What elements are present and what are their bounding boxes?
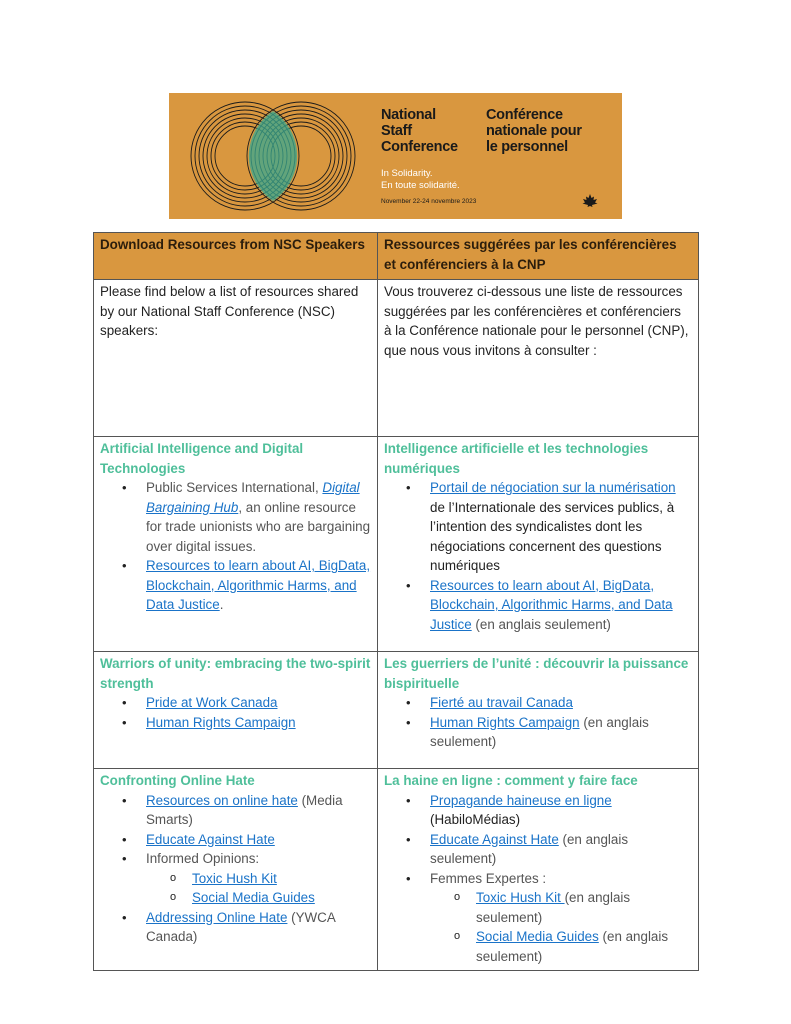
two-spirit-title-en: Warriors of unity: embracing the two-spirit strength (100, 656, 371, 691)
header-fr: Ressources suggérées par les conférencières et conférenciers à la CNP (378, 233, 699, 280)
two-spirit-en-cell (94, 652, 378, 769)
pride-at-work-link[interactable]: Pride at Work Canada (146, 695, 278, 710)
social-media-guides-link-fr[interactable]: Social Media Guides (476, 929, 599, 944)
list-item: • Femmes Expertes : o Toxic Hush Kit (en anglais seulement) o Social Media Guides (en anglais seulement) (430, 869, 692, 967)
banner-tagline: In Solidarity. En toute solidarité. (381, 168, 460, 191)
ai-title-en: Artificial Intelligence and Digital Technologies (100, 441, 304, 476)
online-hate-en-list (100, 791, 371, 947)
ai-fr-list (384, 478, 692, 634)
list-item: • Human Rights Campaign (en anglais seulement) (430, 713, 692, 752)
educate-against-hate-link-en[interactable]: Educate Against Hate (146, 831, 275, 847)
list-item: • Educate Against Hate (en anglais seulement) (430, 830, 692, 869)
portail-negociation-link[interactable]: Portail de négociation sur la numérisation (430, 480, 676, 495)
resources-online-hate-link[interactable]: Resources on online hate (146, 792, 298, 808)
ai-title-fr: Intelligence artificielle et les technologies numériques (384, 441, 649, 476)
addressing-online-hate-link[interactable]: Addressing Online Hate (146, 909, 288, 925)
list-item: • Propagande haineuse en ligne (HabiloMédias) (430, 791, 692, 830)
fierte-au-travail-link[interactable]: Fierté au travail Canada (430, 695, 573, 710)
list-item (192, 869, 371, 889)
online-hate-fr-list (384, 791, 692, 967)
ai-en-cell (94, 437, 378, 652)
list-item (146, 713, 371, 733)
list-item: • Addressing Online Hate (YWCA Canada) (146, 908, 371, 947)
toxic-hush-kit-link-en[interactable]: Toxic Hush Kit (192, 870, 277, 886)
social-media-guides-link-en[interactable]: Social Media Guides (192, 890, 315, 905)
femmes-expertes-sublist (430, 888, 692, 966)
ai-resources-link-fr[interactable]: Resources to learn about AI, BigData, Blockchain, Algorithmic Harms, and Data Justice (430, 577, 673, 632)
list-item: • Public Services International, Digital Bargaining Hub, an online resource for trade unionists who are bargaining over digital issues. (146, 478, 371, 556)
two-spirit-fr-list (384, 693, 692, 752)
banner-dates: November 22-24 novembre 2023 (381, 198, 477, 205)
banner-title-fr: Conférence nationale pour le personnel (486, 107, 582, 155)
intro-en: Please find below a list of resources shared by our National Staff Conference (NSC) speakers: (94, 280, 378, 437)
two-spirit-fr-cell (378, 652, 699, 769)
intro-fr: Vous trouverez ci-dessous une liste de ressources suggérées par les conférencières et conférenciers à la Conférence nationale pour le personnel (CNP), que nous vous invitons à consulter : (378, 280, 699, 437)
list-item: • Resources to learn about AI, BigData, Blockchain, Algorithmic Harms, and Data Justice (en anglais seulement) (430, 576, 692, 635)
maple-leaf-icon (581, 193, 599, 209)
list-item (146, 830, 371, 850)
informed-opinions-sublist (146, 869, 371, 908)
ai-section-row (94, 437, 699, 652)
human-rights-campaign-link-en[interactable]: Human Rights Campaign (146, 714, 296, 730)
online-hate-en-cell (94, 769, 378, 971)
two-spirit-title-fr: Les guerriers de l’unité : découvrir la puissance bispirituelle (384, 656, 689, 691)
list-item: o Social Media Guides (en anglais seulement) (476, 927, 692, 966)
two-spirit-en-list (100, 693, 371, 732)
list-item (430, 693, 692, 713)
digital-bargaining-hub-link[interactable]: Digital Bargaining Hub (146, 480, 360, 515)
online-hate-fr-cell (378, 769, 699, 971)
header-en: Download Resources from NSC Speakers (94, 233, 378, 280)
human-rights-campaign-link-fr[interactable]: Human Rights Campaign (430, 714, 580, 730)
two-spirit-section-row (94, 652, 699, 769)
list-item: • Resources on online hate (Media Smarts) (146, 791, 371, 830)
educate-against-hate-link-fr[interactable]: Educate Against Hate (430, 831, 559, 847)
ai-resources-link-en[interactable]: Resources to learn about AI, BigData, Blockchain, Algorithmic Harms, and Data Justice (146, 558, 371, 612)
toxic-hush-kit-link-fr[interactable]: Toxic Hush Kit (476, 890, 565, 905)
ai-en-list (100, 478, 371, 615)
list-item: • Informed Opinions: o Toxic Hush Kit o Social Media Guides (146, 849, 371, 908)
resources-table (93, 232, 699, 971)
list-item: • Resources to learn about AI, BigData, Blockchain, Algorithmic Harms, and Data Justice. (146, 556, 371, 615)
ai-fr-cell (378, 437, 699, 652)
intro-row (94, 280, 699, 437)
interlocking-rings-logo (183, 97, 363, 215)
online-hate-section-row (94, 769, 699, 971)
online-hate-title-en: Confronting Online Hate (100, 773, 255, 788)
propagande-haineuse-link[interactable]: Propagande haineuse en ligne (430, 792, 612, 808)
online-hate-title-fr: La haine en ligne : comment y faire face (384, 773, 638, 788)
banner-title-en: National Staff Conference (381, 107, 458, 155)
list-item: • Portail de négociation sur la numérisation de l’Internationale des services publics, à l’intention des syndicalistes dont les négociations concernent des questions numériques (430, 478, 692, 576)
list-item (146, 693, 371, 713)
list-item (192, 888, 371, 908)
table-header-row (94, 233, 699, 280)
conference-banner (169, 93, 622, 219)
list-item: o Toxic Hush Kit (en anglais seulement) (476, 888, 692, 927)
